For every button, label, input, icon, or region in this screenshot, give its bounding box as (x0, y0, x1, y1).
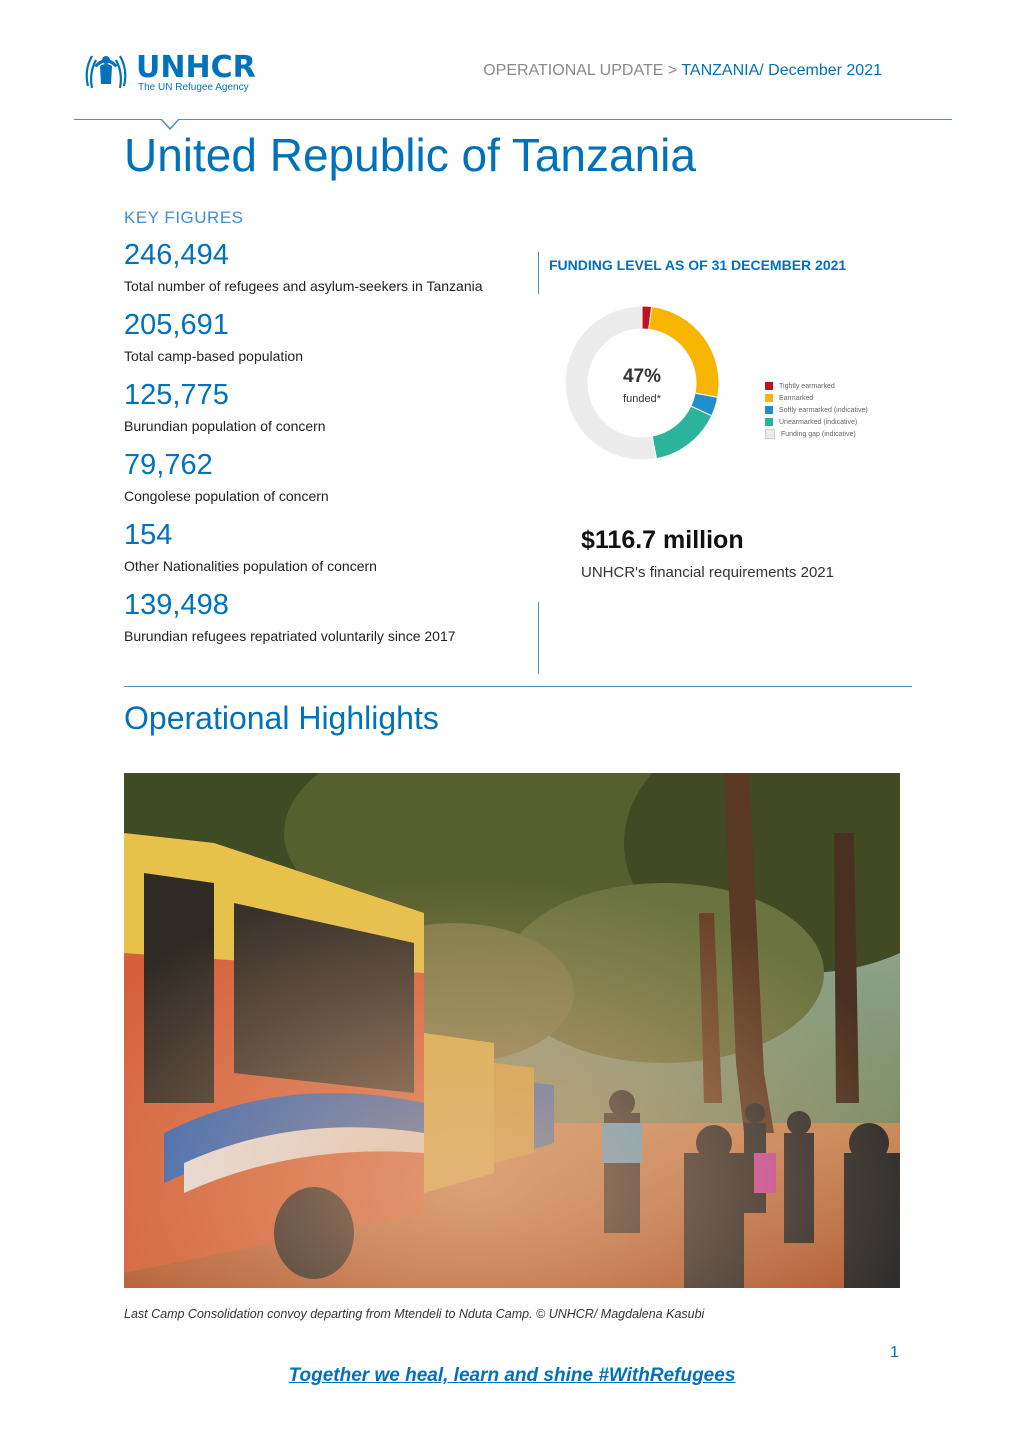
convoy-photo (124, 773, 900, 1288)
key-figures-label: KEY FIGURES (124, 208, 244, 227)
legend-item-unearmarked (765, 416, 868, 428)
key-figure-value: 246,494 (124, 239, 229, 271)
funding-legend (765, 380, 868, 440)
breadcrumb-prefix: OPERATIONAL UPDATE > (483, 62, 682, 79)
column-divider-bottom (538, 602, 539, 674)
key-figure-desc: Burundian refugees repatriated voluntarily since 2017 (124, 628, 456, 644)
legend-swatch (765, 429, 775, 439)
funded-percent: 47% (622, 366, 662, 387)
key-figure-camp-population (124, 308, 534, 364)
key-figure-desc: Congolese population of concern (124, 488, 329, 504)
key-figure-value: 125,775 (124, 379, 229, 411)
photo-caption: Last Camp Consolidation convoy departing from Mtendeli to Nduta Camp. © UNHCR/ Magdalena Kasubi (124, 1307, 705, 1321)
breadcrumb-location: TANZANIA/ December 2021 (681, 62, 882, 79)
legend-label: Funding gap (indicative) (781, 430, 856, 438)
column-divider-top (538, 252, 539, 294)
funded-label: funded* (623, 393, 661, 405)
key-figure-desc: Total number of refugees and asylum-seekers in Tanzania (124, 278, 483, 294)
legend-label: Softly earmarked (indicative) (779, 406, 868, 414)
legend-label: Earmarked (779, 394, 814, 402)
funding-title: FUNDING LEVEL AS OF 31 DECEMBER 2021 (549, 257, 847, 273)
donut-slice-unearmarked (652, 406, 712, 459)
key-figure-total-refugees (124, 238, 534, 294)
breadcrumb (483, 62, 882, 80)
section-title: Operational Highlights (124, 700, 439, 736)
key-figure-value: 154 (124, 519, 173, 551)
key-figure-value: 205,691 (124, 309, 229, 341)
logo-wordmark: UNHCR (136, 50, 256, 85)
logo-tagline: The UN Refugee Agency (138, 82, 249, 93)
unhcr-emblem-icon (80, 46, 132, 96)
legend-label: Tightly earmarked (779, 382, 835, 390)
legend-item-earmarked (765, 392, 868, 404)
campaign-link[interactable]: Together we heal, learn and shine #WithRefugees (288, 1365, 736, 1386)
key-figure-desc: Total camp-based population (124, 348, 304, 364)
key-figure-desc: Burundian population of concern (124, 418, 326, 434)
legend-swatch (765, 406, 773, 414)
page-number: 1 (890, 1344, 899, 1361)
unhcr-logo (80, 46, 270, 96)
key-figure-value: 79,762 (124, 449, 213, 481)
legend-item-gap (765, 428, 868, 440)
requirements-label: UNHCR's financial requirements 2021 (581, 564, 834, 581)
requirements-value: $116.7 million (581, 526, 744, 554)
page-title: United Republic of Tanzania (124, 129, 696, 181)
key-figure-desc: Other Nationalities population of concern (124, 558, 377, 574)
key-figure-congolese (124, 448, 534, 504)
legend-swatch (765, 394, 773, 402)
key-figure-repatriated (124, 588, 534, 644)
convoy-photo-illustration (124, 773, 900, 1288)
section-divider (124, 686, 912, 687)
key-figure-other-nationalities (124, 518, 534, 574)
legend-swatch (765, 382, 773, 390)
key-figure-burundian (124, 378, 534, 434)
header-divider (74, 119, 952, 120)
legend-item-tightly-earmarked (765, 380, 868, 392)
legend-item-softly-earmarked (765, 404, 868, 416)
key-figure-value: 139,498 (124, 589, 229, 621)
legend-swatch (765, 418, 773, 426)
legend-label: Unearmarked (indicative) (779, 418, 858, 426)
